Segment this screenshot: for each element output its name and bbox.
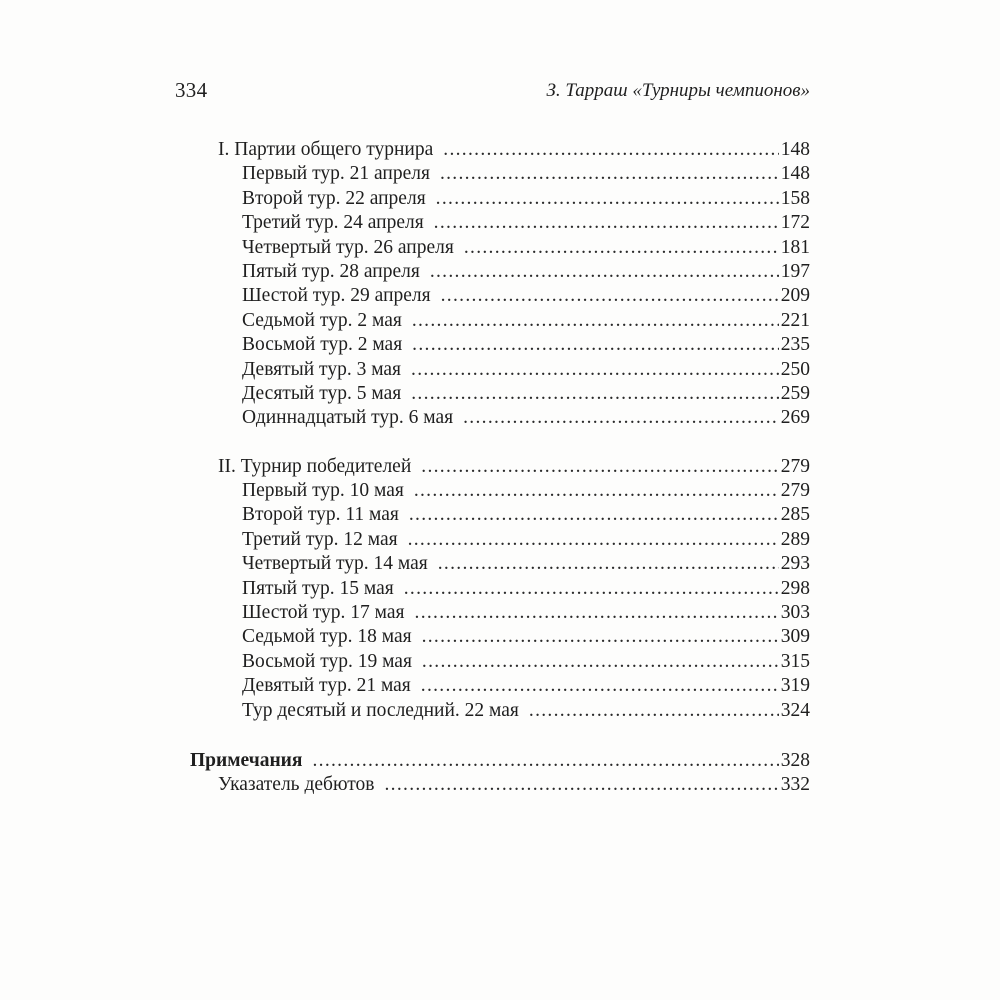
- toc-entry: [190, 674, 810, 698]
- table-of-contents: [190, 138, 810, 798]
- toc-entry: [190, 260, 810, 284]
- toc-entry-page: 279: [780, 480, 810, 502]
- dot-leader: [414, 479, 779, 503]
- toc-entry-label: Первый тур. 21 апреля: [242, 163, 430, 185]
- dot-leader: [412, 309, 779, 333]
- toc-entry: [190, 162, 810, 186]
- toc-entry-label: Шестой тур. 17 мая: [242, 602, 405, 624]
- toc-entry-page: 209: [780, 285, 810, 307]
- toc-entry: [190, 479, 810, 503]
- dot-leader: [411, 358, 779, 382]
- toc-heading-notes: [190, 749, 810, 773]
- toc-section-part-1: [190, 138, 810, 431]
- toc-entry-page: 289: [780, 528, 810, 550]
- toc-entry-label: I. Партии общего турнира: [218, 139, 434, 160]
- dot-leader: [422, 650, 779, 674]
- toc-entry-label: Тур десятый и последний. 22 мая: [242, 699, 519, 721]
- dot-leader: [421, 455, 778, 479]
- toc-entry-label: Четвертый тур. 26 апреля: [242, 236, 454, 258]
- running-title: З. Тарраш «Турниры чемпионов»: [546, 80, 810, 101]
- toc-entry: [190, 699, 810, 723]
- dot-leader: [529, 699, 779, 723]
- dot-leader: [404, 577, 779, 601]
- toc-entry-label: Одиннадцатый тур. 6 мая: [242, 407, 454, 429]
- toc-entry-page: 250: [780, 358, 810, 380]
- toc-entry: [190, 309, 810, 333]
- dot-leader: [421, 674, 779, 698]
- dot-leader: [443, 138, 778, 162]
- toc-entry: [190, 358, 810, 382]
- toc-entry-label: Третий тур. 12 мая: [242, 528, 398, 550]
- dot-leader: [312, 749, 778, 773]
- toc-entry-label: Седьмой тур. 18 мая: [242, 626, 412, 648]
- dot-leader: [411, 382, 779, 406]
- toc-entry-label: Девятый тур. 3 мая: [242, 358, 402, 380]
- toc-heading-part-1: [190, 138, 810, 162]
- toc-entry: [190, 577, 810, 601]
- toc-entry-label: Седьмой тур. 2 мая: [242, 309, 402, 331]
- toc-heading-part-2: [190, 455, 810, 479]
- toc-entry-label: Второй тур. 22 апреля: [242, 187, 426, 209]
- toc-entry-label: II. Турнир победителей: [218, 455, 412, 477]
- dot-leader: [441, 284, 779, 308]
- toc-entry-page: 298: [780, 577, 810, 599]
- toc-entry: [190, 625, 810, 649]
- toc-entry-label: Четвертый тур. 14 мая: [242, 553, 428, 575]
- toc-entry-label: Восьмой тур. 2 мая: [242, 334, 403, 356]
- toc-entry-page: 148: [780, 163, 810, 185]
- toc-entry-page: 319: [780, 675, 810, 697]
- toc-entry-label: Примечания: [190, 749, 303, 771]
- toc-entry-page: 235: [780, 334, 810, 356]
- dot-leader: [436, 187, 779, 211]
- toc-entry-page: 328: [780, 749, 810, 771]
- toc-entry-page: 279: [780, 455, 810, 477]
- toc-entry-page: 332: [780, 774, 810, 796]
- toc-entry-page: 172: [780, 212, 810, 234]
- dot-leader: [385, 773, 779, 797]
- page-number: 334: [175, 78, 208, 102]
- toc-entry-page: 221: [780, 309, 810, 331]
- toc-entry-label: Третий тур. 24 апреля: [242, 212, 424, 234]
- dot-leader: [412, 333, 779, 357]
- toc-entry: [190, 601, 810, 625]
- dot-leader: [464, 236, 779, 260]
- toc-entry: [190, 773, 810, 797]
- toc-entry: [190, 187, 810, 211]
- toc-entry-page: 148: [780, 139, 810, 160]
- toc-entry-page: 259: [780, 382, 810, 404]
- toc-entry: [190, 528, 810, 552]
- toc-entry-page: 158: [780, 187, 810, 209]
- toc-entry-page: 303: [780, 602, 810, 624]
- toc-entry-label: Восьмой тур. 19 мая: [242, 650, 412, 672]
- dot-leader: [438, 552, 779, 576]
- toc-entry: [190, 503, 810, 527]
- dot-leader: [430, 260, 779, 284]
- toc-entry: [190, 333, 810, 357]
- dot-leader: [408, 528, 779, 552]
- dot-leader: [422, 625, 779, 649]
- toc-entry: [190, 406, 810, 430]
- toc-entry-page: 269: [780, 407, 810, 429]
- toc-entry: [190, 211, 810, 235]
- toc-entry-label: Пятый тур. 28 апреля: [242, 260, 420, 282]
- toc-entry-label: Первый тур. 10 мая: [242, 480, 404, 502]
- toc-entry-page: 181: [780, 236, 810, 258]
- toc-entry-page: 309: [780, 626, 810, 648]
- toc-entry-label: Второй тур. 11 мая: [242, 504, 399, 526]
- toc-entry-label: Пятый тур. 15 мая: [242, 577, 394, 599]
- toc-entry-page: 315: [780, 650, 810, 672]
- toc-entry: [190, 284, 810, 308]
- toc-entry-label: Указатель дебютов: [218, 774, 375, 796]
- toc-entry-label: Десятый тур. 5 мая: [242, 382, 402, 404]
- toc-entry-page: 285: [780, 504, 810, 526]
- toc-section-part-2: [190, 455, 810, 723]
- dot-leader: [409, 503, 779, 527]
- toc-entry: [190, 650, 810, 674]
- toc-entry: [190, 382, 810, 406]
- toc-entry: [190, 552, 810, 576]
- toc-entry-page: 324: [780, 699, 810, 721]
- toc-entry-page: 197: [780, 260, 810, 282]
- dot-leader: [463, 406, 779, 430]
- toc-entry-label: Девятый тур. 21 мая: [242, 675, 411, 697]
- toc-entry-label: Шестой тур. 29 апреля: [242, 285, 431, 307]
- dot-leader: [440, 162, 779, 186]
- running-head: [175, 78, 810, 108]
- dot-leader: [434, 211, 779, 235]
- toc-section-notes: [190, 749, 810, 798]
- toc-entry: [190, 236, 810, 260]
- toc-entry-page: 293: [780, 553, 810, 575]
- dot-leader: [415, 601, 779, 625]
